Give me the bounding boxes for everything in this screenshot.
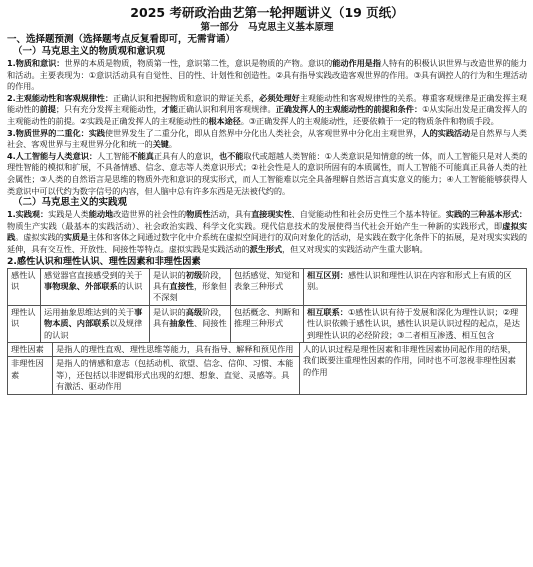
table-row [8, 268, 527, 305]
row-name: 感性认识 [8, 268, 41, 305]
stage-cell: 是认识的初级阶段，具有直接性，形象但不深刻 [150, 268, 231, 305]
paragraph-label: 2.主观能动性和客观规律性： [7, 92, 114, 103]
difference-cell: 相互区别：感性认识和理性认识在内容和形式上有质的区别。 [304, 268, 527, 305]
row-name: 非理性因素 [8, 357, 53, 394]
paragraph-label: 4.人工智能与人类意识： [7, 150, 97, 161]
paragraph-label: 1.物质和意识： [7, 58, 65, 68]
row-name: 理性因素 [8, 343, 53, 357]
keyword: 能动作用是指 [332, 58, 381, 68]
page-title: 2025 考研政治曲艺第一轮押题讲义（19 页纸） [130, 5, 404, 20]
factor-description: 是指人的理性直观、理性思维等能力，具有指导、解释和预见作用 [53, 343, 300, 357]
paragraph-label: 1.实践观： [7, 209, 49, 220]
paragraph-world-duality: 3.物质世界的二重化：实践使世界发生了二重分化，即从自然界中分化出人类社会，从客观世界中分化出主观世界，人的实践活动是自然界与人类社会、客观世界与主观世界分化和统一的关键。 [7, 127, 527, 150]
table-row [8, 343, 527, 357]
paragraph-label: 3.物质世界的二重化： [7, 127, 89, 138]
definition-cell: 运用抽象思维达到的关于事物本质、内部联系以及规律的认识 [41, 305, 150, 342]
part-title: 第一部分 马克思主义基本原理 [200, 22, 334, 33]
subsection-heading-material: （一）马克思主义的物质观和意识观 [13, 46, 166, 57]
paragraph-ai-consciousness: 4.人工智能与人类意识：人工智能不能真正具有人的意识，也不能取代或超越人类智能：①人类意识是知情意的统一体，而人工智能只是对人类的理性智能的模拟和扩展，不具备情感、信念、意志等人类意识形式；②社会性是人的意识所固有的本质属性，而人工智能不可能真正具备人类的社会属性；③人类的自然语言是思维的物质外壳和意识的现实形式，而人工智能难以完全具备理解自然语言真实意义的能力；④人工智能能够获得人类意识中可以代约为数字信号的内容，但人脑中总有许多东西是无法被代约的。 [7, 150, 528, 196]
subsection-heading-cognition: 2.感性认识和理性认识、理性因素和非理性因素 [7, 255, 201, 267]
factors-note: 人的认识过程是理性因素和非理性因素协同起作用的结果，我们既要注重理性因素的作用，同时也不可忽视非理性因素的作用 [300, 343, 527, 394]
forms-cell: 包括感觉、知觉和表象三种形式 [231, 268, 304, 305]
cognition-table [7, 268, 527, 343]
relation-cell: 相互联系：①感性认识有待于发展和深化为理性认识；②理性认识依赖于感性认识，感性认识是认识过程的起点，是达到理性认识的必经阶段；③二者相互渗透、相互包含 [304, 305, 527, 342]
paragraph-practice: 1.实践观：实践是人类能动地改造世界的社会性的物质性活动，具有直接现实性、自觉能动性和社会历史性三个基本特征。实践的三种基本形式：物质生产实践（最基本的实践活动）、社会政治实践、科学文化实践。现代信息技术的发展使得当代社会开始产生一种新的实践形式，即虚拟实践。虚拟实践的实质是主体和客体之间通过数字化中介系统在虚拟空间进行的双向对象化的活动，是实践在数字化条件下的拓展，是对现实实践的延伸，具有交互性、开放性、间接性等特点。虚拟实践是实践活动的派生形式，但又对现实的实践活动产生重大影响。 [7, 209, 528, 254]
definition-cell: 感觉器官直接感受到的关于事物现象、外部联系的认识 [41, 268, 150, 305]
paragraph-subjective-objective: 2.主观能动性和客观规律性：正确认识和把握物质和意识的辩证关系，必须处理好主观能动性和客观规律性的关系。尊重客观规律是正确发挥主观能动性的前提；只有充分发挥主观能动性，才能正确认识和利用客观规律。正确发挥人的主观能动性的前提和条件：①从实际出发是正确发挥人的主观能动性的前提。②实践是正确发挥人的主观能动性的根本途径。③正确发挥人的主观能动性，还要依赖于一定的物质条件和物质手段。 [7, 92, 527, 126]
subsection-heading-practice: （二）马克思主义的实践观 [13, 197, 128, 209]
factor-description: 是指人的情感和意志（包括动机、欲望、信念、信仰、习惯、本能等），还包括以非逻辑形式出现的幻想、想象、直觉、灵感等。具有激活、驱动作用 [53, 357, 300, 394]
forms-cell: 包括概念、判断和推理三种形式 [231, 305, 304, 342]
table-row [8, 305, 527, 342]
stage-cell: 是认识的高级阶段，具有抽象性、间接性 [150, 305, 231, 342]
row-name: 理性认识 [8, 305, 41, 342]
section-heading: 一、选择题预测（选择题考点反复看即可，无需背诵） [7, 34, 236, 45]
factors-table [7, 343, 527, 395]
paragraph-material-consciousness: 1.物质和意识：世界的本质是物质，物质第一性，意识第二性，意识是物质的产物。意识的能动作用是指人特有的积极认识世界与改造世界的能力和活动。主要表现为：①意识活动具有自觉性、目的性、计划性和创造性。②具有指导实践改造客观世界的作用。③具有调控人的行为和生理活动的作用。 [7, 58, 527, 92]
